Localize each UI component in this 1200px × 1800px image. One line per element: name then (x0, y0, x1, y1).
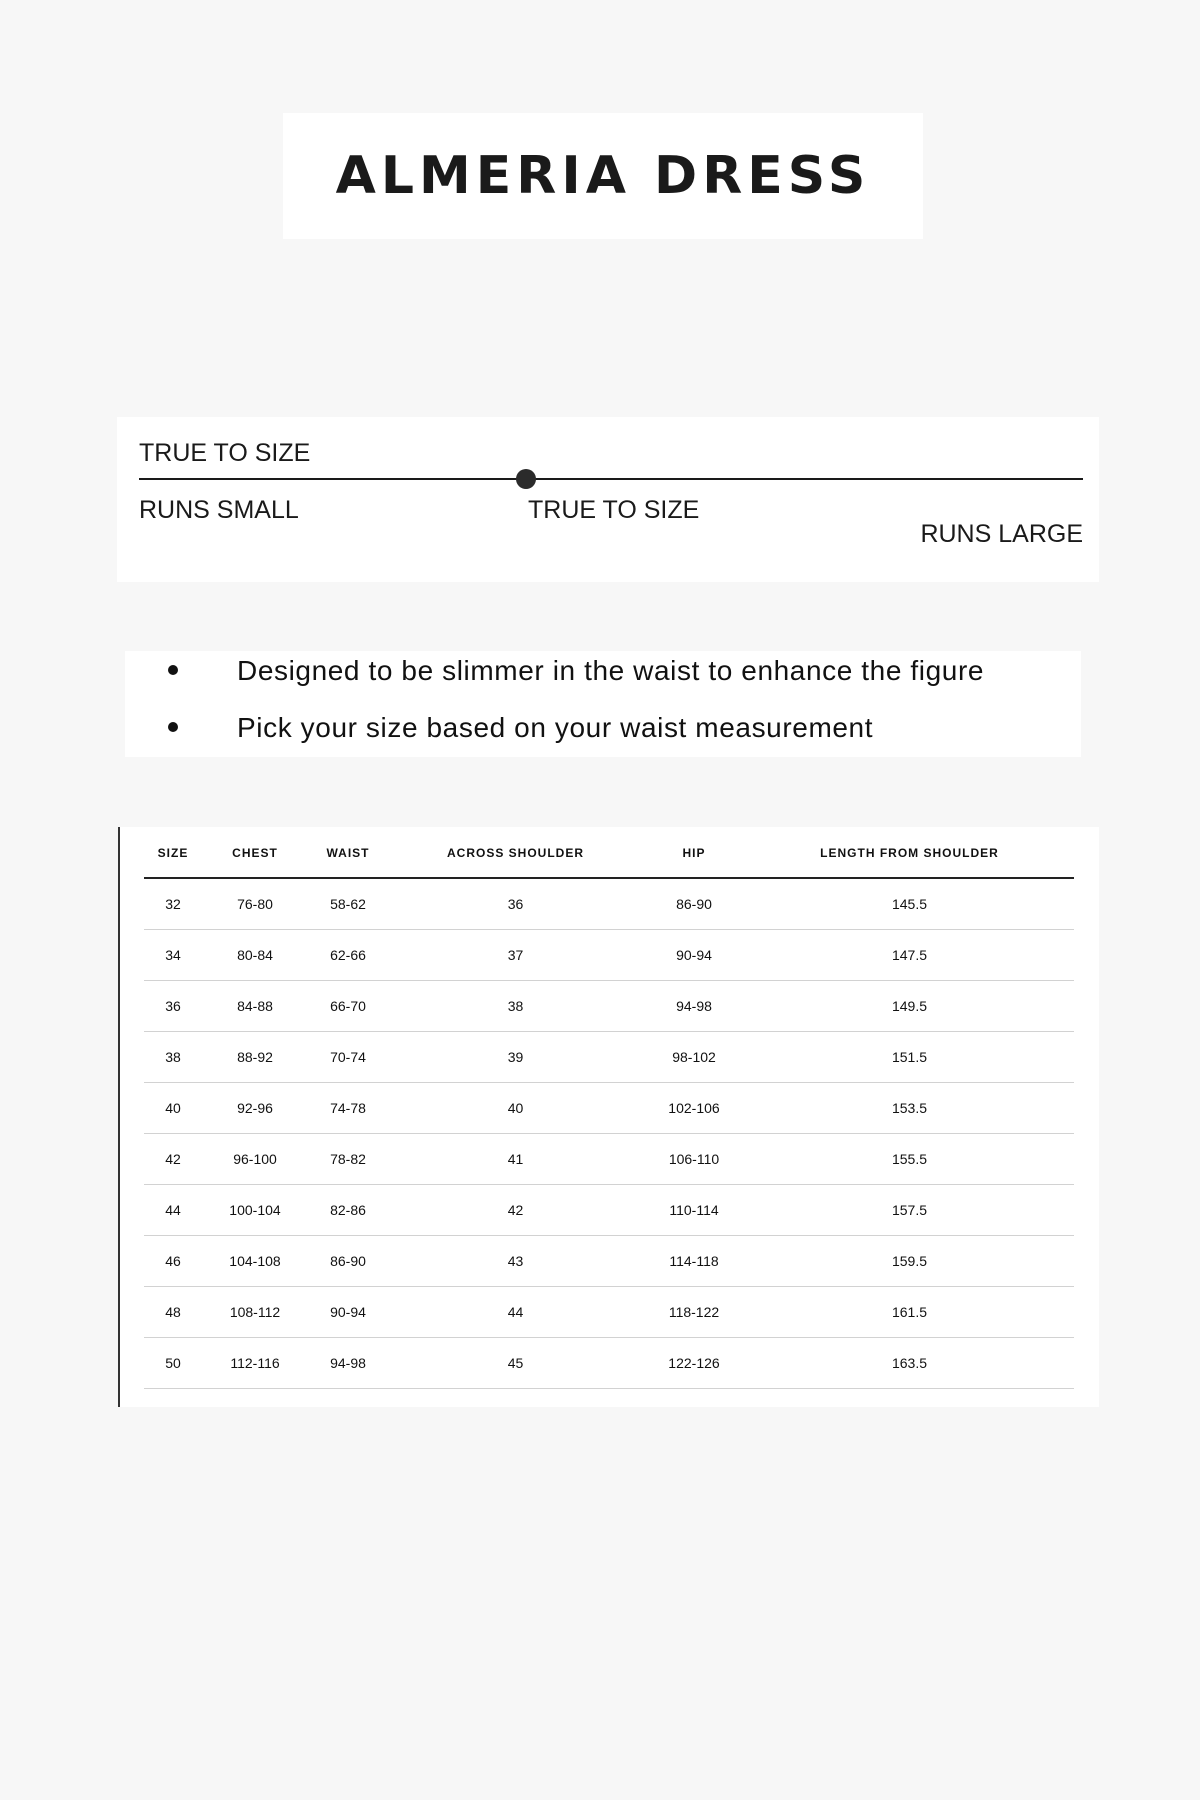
table-cell-chest: 76-80 (202, 878, 308, 930)
table-cell-hip: 122-126 (643, 1338, 745, 1389)
table-cell-chest: 108-112 (202, 1287, 308, 1338)
column-header-hip: HIP (643, 827, 745, 878)
table-cell-across-shoulder: 40 (388, 1083, 643, 1134)
table-cell-hip: 114-118 (643, 1236, 745, 1287)
table-cell-across-shoulder: 45 (388, 1338, 643, 1389)
page-title: ALMERIA DRESS (335, 146, 871, 206)
size-chart (118, 827, 1099, 1407)
column-header-length-from-shoulder: LENGTH FROM SHOULDER (745, 827, 1074, 878)
table-cell-size: 46 (144, 1236, 202, 1287)
table-cell-size: 34 (144, 930, 202, 981)
table-row (144, 1287, 1074, 1338)
table-cell-across-shoulder: 38 (388, 981, 643, 1032)
table-cell-hip: 94-98 (643, 981, 745, 1032)
table-body (144, 878, 1074, 1389)
fit-scale-track (139, 478, 1083, 480)
table-cell-hip: 90-94 (643, 930, 745, 981)
table-cell-size: 32 (144, 878, 202, 930)
fit-true-to-size-label: TRUE TO SIZE (528, 496, 700, 524)
table-cell-across-shoulder: 42 (388, 1185, 643, 1236)
column-header-waist: WAIST (308, 827, 388, 878)
table-cell-length-from-shoulder: 149.5 (745, 981, 1074, 1032)
table-row (144, 981, 1074, 1032)
table-cell-across-shoulder: 44 (388, 1287, 643, 1338)
table-cell-chest: 92-96 (202, 1083, 308, 1134)
bullet-icon (168, 722, 178, 732)
table-cell-chest: 96-100 (202, 1134, 308, 1185)
table-cell-across-shoulder: 41 (388, 1134, 643, 1185)
table-cell-length-from-shoulder: 153.5 (745, 1083, 1074, 1134)
size-table (144, 827, 1074, 1389)
table-cell-chest: 88-92 (202, 1032, 308, 1083)
table-row (144, 1134, 1074, 1185)
table-cell-waist: 82-86 (308, 1185, 388, 1236)
table-cell-hip: 106-110 (643, 1134, 745, 1185)
table-cell-length-from-shoulder: 145.5 (745, 878, 1074, 930)
table-cell-hip: 98-102 (643, 1032, 745, 1083)
table-row (144, 1185, 1074, 1236)
table-cell-length-from-shoulder: 163.5 (745, 1338, 1074, 1389)
note-text: Pick your size based on your waist measurement (237, 712, 874, 743)
fit-runs-small-label: RUNS SMALL (139, 496, 299, 524)
table-cell-waist: 78-82 (308, 1134, 388, 1185)
table-cell-size: 48 (144, 1287, 202, 1338)
title-banner (283, 113, 923, 239)
note-text: Designed to be slimmer in the waist to enhance the figure (237, 655, 985, 686)
table-cell-waist: 94-98 (308, 1338, 388, 1389)
table-cell-waist: 70-74 (308, 1032, 388, 1083)
table-cell-size: 42 (144, 1134, 202, 1185)
bullet-icon (168, 665, 178, 675)
fit-notes (125, 651, 1081, 757)
table-cell-chest: 84-88 (202, 981, 308, 1032)
table-cell-length-from-shoulder: 157.5 (745, 1185, 1074, 1236)
table-cell-length-from-shoulder: 161.5 (745, 1287, 1074, 1338)
table-cell-length-from-shoulder: 147.5 (745, 930, 1074, 981)
table-cell-waist: 86-90 (308, 1236, 388, 1287)
fit-current-label: TRUE TO SIZE (139, 439, 311, 467)
note-item (125, 708, 1081, 748)
table-cell-size: 40 (144, 1083, 202, 1134)
table-cell-across-shoulder: 36 (388, 878, 643, 930)
table-cell-chest: 100-104 (202, 1185, 308, 1236)
table-row (144, 1236, 1074, 1287)
table-cell-size: 38 (144, 1032, 202, 1083)
table-row (144, 1338, 1074, 1389)
column-header-chest: CHEST (202, 827, 308, 878)
table-row (144, 930, 1074, 981)
table-cell-waist: 66-70 (308, 981, 388, 1032)
fit-scale-panel (117, 417, 1099, 582)
table-cell-chest: 104-108 (202, 1236, 308, 1287)
note-item (125, 651, 1081, 691)
table-row (144, 1032, 1074, 1083)
table-cell-size: 50 (144, 1338, 202, 1389)
table-cell-length-from-shoulder: 151.5 (745, 1032, 1074, 1083)
table-cell-hip: 110-114 (643, 1185, 745, 1236)
table-cell-chest: 112-116 (202, 1338, 308, 1389)
table-cell-across-shoulder: 43 (388, 1236, 643, 1287)
table-cell-waist: 62-66 (308, 930, 388, 981)
fit-scale-marker (516, 469, 536, 489)
table-cell-hip: 118-122 (643, 1287, 745, 1338)
column-header-across-shoulder: ACROSS SHOULDER (388, 827, 643, 878)
table-cell-across-shoulder: 37 (388, 930, 643, 981)
table-cell-length-from-shoulder: 159.5 (745, 1236, 1074, 1287)
table-cell-hip: 86-90 (643, 878, 745, 930)
table-cell-chest: 80-84 (202, 930, 308, 981)
table-row (144, 878, 1074, 930)
table-row (144, 1083, 1074, 1134)
column-header-size: SIZE (144, 827, 202, 878)
table-cell-waist: 58-62 (308, 878, 388, 930)
table-cell-size: 36 (144, 981, 202, 1032)
table-cell-hip: 102-106 (643, 1083, 745, 1134)
table-cell-waist: 74-78 (308, 1083, 388, 1134)
table-cell-waist: 90-94 (308, 1287, 388, 1338)
table-cell-size: 44 (144, 1185, 202, 1236)
fit-runs-large-label: RUNS LARGE (920, 520, 1083, 548)
table-cell-across-shoulder: 39 (388, 1032, 643, 1083)
table-header-row (144, 827, 1074, 878)
table-cell-length-from-shoulder: 155.5 (745, 1134, 1074, 1185)
